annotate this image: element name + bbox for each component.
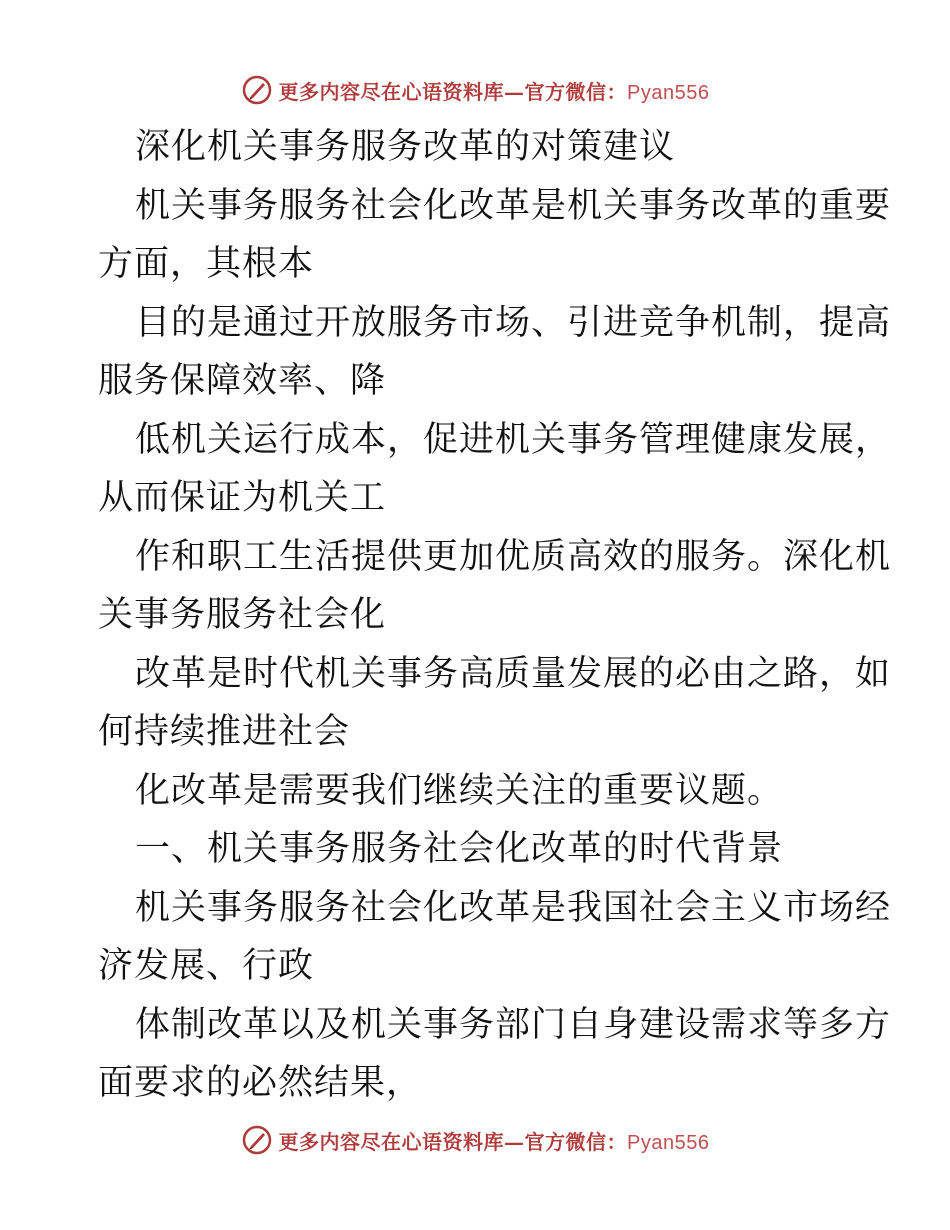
text-line: 目的是通过开放服务市场、引进竞争机制，提高 <box>135 302 892 343</box>
text-line: 关事务服务社会化 <box>98 595 387 635</box>
pen-logo-icon <box>241 74 273 106</box>
watermark-text: 更多内容尽在心语资料库—官方微信：Pyan556 <box>278 1129 710 1154</box>
text-line: 低机关运行成本，促进机关事务管理健康发展， <box>135 419 892 460</box>
text-line: 化改革是需要我们继续关注的重要议题。 <box>135 770 784 811</box>
text-line: 从而保证为机关工 <box>98 478 387 518</box>
watermark-text: 更多内容尽在心语资料库—官方微信：Pyan556 <box>278 79 710 104</box>
text-line: 机关事务服务社会化改革是我国社会主义市场经 <box>135 887 892 928</box>
header-watermark <box>0 70 950 110</box>
text-line: 服务保障效率、降 <box>98 361 387 401</box>
text-line: 何持续推进社会 <box>98 712 351 752</box>
pen-logo-icon <box>241 1124 273 1156</box>
text-line: 济发展、行政 <box>98 946 315 986</box>
footer-watermark <box>0 1120 950 1160</box>
text-line: 一、机关事务服务社会化改革的时代背景 <box>135 829 784 869</box>
text-line: 机关事务服务社会化改革是机关事务改革的重要 <box>135 185 892 226</box>
text-line: 方面，其根本 <box>98 244 315 284</box>
text-line: 深化机关事务服务改革的对策建议 <box>135 127 676 167</box>
text-line: 体制改革以及机关事务部门自身建设需求等多方 <box>135 1004 892 1045</box>
text-line: 面要求的必然结果， <box>98 1063 423 1103</box>
text-line: 作和职工生活提供更加优质高效的服务。深化机 <box>135 536 892 577</box>
document-body <box>98 118 892 1113</box>
text-line: 改革是时代机关事务高质量发展的必由之路，如 <box>135 653 892 694</box>
